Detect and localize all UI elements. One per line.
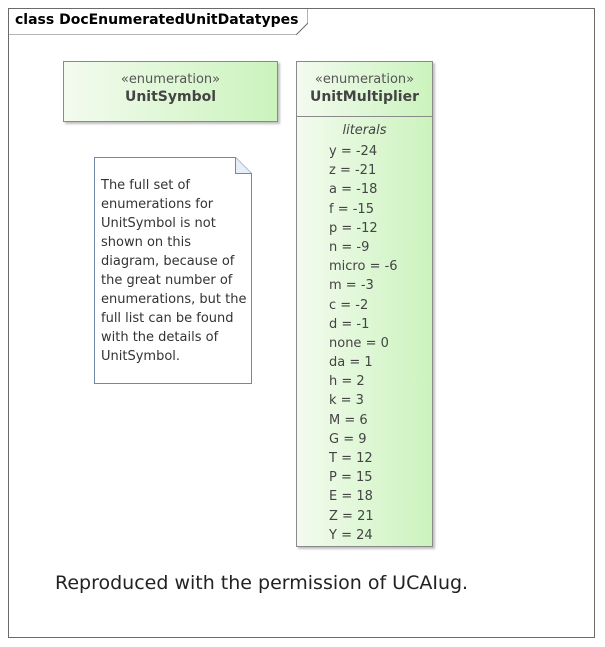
- literal-item: M = 6: [329, 412, 368, 428]
- literal-item: n = -9: [329, 239, 370, 255]
- literal-item: T = 12: [329, 451, 373, 466]
- note[interactable]: [94, 157, 252, 384]
- literal-item: y = -24: [329, 144, 378, 159]
- literal-item: c = -2: [329, 297, 369, 313]
- unit-symbol-name: UnitSymbol: [124, 89, 217, 105]
- literal-item: a = -18: [329, 182, 378, 198]
- literal-item: k = 3: [329, 393, 364, 409]
- literal-item: none = 0: [329, 335, 389, 351]
- literal-item: h = 2: [329, 374, 365, 390]
- literal-item: P = 15: [329, 470, 373, 486]
- compartment-divider: [297, 116, 432, 117]
- literal-item: E = 18: [329, 489, 373, 505]
- note-text: The full set of enumerations for UnitSymbol is not shown on this diagram, because of the great number of enumerations, but the full list can be found with the details of UnitSymbol.: [101, 178, 247, 364]
- literal-item: Z = 21: [329, 508, 374, 524]
- literal-item: da = 1: [329, 355, 373, 371]
- literals-section-label: literals: [342, 123, 387, 138]
- literal-item: Y = 24: [329, 527, 373, 543]
- diagram-title: class DocEnumeratedUnitDatatypes: [15, 12, 299, 28]
- literal-item: f = -15: [329, 201, 374, 217]
- unit-multiplier-name: UnitMultiplier: [309, 89, 420, 105]
- literal-item: m = -3: [329, 278, 374, 294]
- literal-item: micro = -6: [329, 259, 398, 275]
- unit-symbol-stereotype: «enumeration»: [120, 72, 221, 87]
- literal-item: p = -12: [329, 220, 378, 236]
- unit-symbol-enum[interactable]: [63, 61, 278, 122]
- unit-multiplier-enum[interactable]: [296, 61, 433, 547]
- permission-caption: Reproduced with the permission of UCAIug.: [55, 572, 469, 594]
- unit-multiplier-stereotype: «enumeration»: [314, 72, 415, 87]
- literal-item: z = -21: [329, 163, 377, 179]
- literal-item: d = -1: [329, 316, 370, 332]
- literal-item: G = 9: [329, 431, 367, 447]
- literal-list: [297, 142, 432, 545]
